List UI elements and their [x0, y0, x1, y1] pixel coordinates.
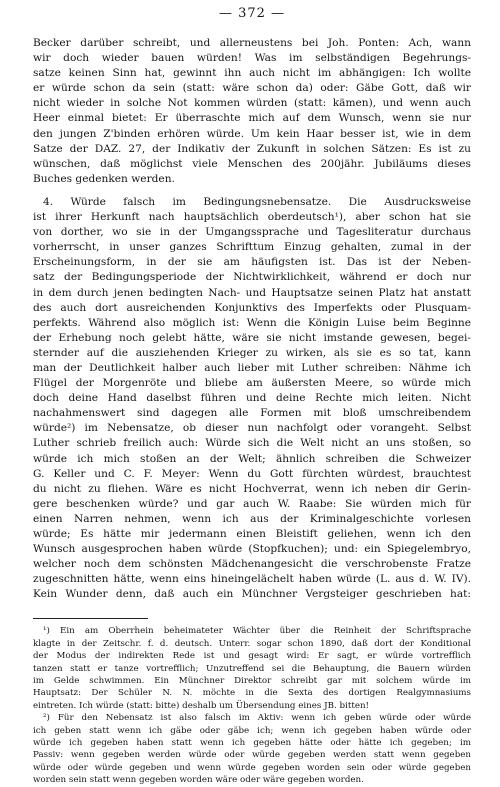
footnote-line: ²) Für den Nebensatz ist also falsch im Aktiv: wenn ich geben würde oder würde [43, 713, 471, 724]
text-line: welcher noch dem schönsten Mädchenangesicht die verschrobenste Fratze [33, 558, 471, 571]
text-line: nicht wieder in solche Not kommen würden (statt: kämen), und wenn auch [33, 97, 471, 110]
page-number: — 372 — [218, 6, 286, 21]
text-line: doch deine Hand daselbst führen und deine Rechte mich leiten. Nicht [33, 392, 471, 405]
text-line: der Erhebung noch gelebt hätte, wäre sie nicht imstande gewesen, begei- [33, 331, 471, 344]
text-line: Satze der DAZ. 27, der Indikativ der Zukunft in solchen Sätzen: Es ist zu [33, 142, 471, 155]
text-line: Buches gedenken werden. [33, 172, 175, 185]
footnote-line: ¹) Ein am Oberrhein beheimateter Wächter über die Reinheit der Schriftsprache [43, 626, 471, 637]
footnote-1 [33, 625, 471, 712]
text-line: würde ich mich stoßen an der Welt; ähnlich schreiben die Schweizer [33, 452, 471, 465]
footnote-divider [33, 618, 148, 619]
text-line: man der Deutlichkeit halber auch lieber mit Luther schreiben: Nähme ich [33, 361, 471, 374]
text-line: satz der Bedingungsperiode der Nichtwirklichkeit, während er doch nur [33, 271, 471, 284]
text-line: würde²) im Nebensatze, ob dieser nun nachfolgt oder vorangeht. Selbst [33, 422, 471, 435]
text-line: satze keinen Sinn hat, gewinnt ihn auch nicht im abhängigen: Ich wollte [33, 67, 471, 80]
footnote-line: würde oder würde gegeben und wenn würde gegeben worden sein oder würde gegeben [33, 762, 471, 773]
footnote-line: ich geben statt wenn ich gäbe oder gäbe ich; wenn ich gegeben haben würde oder [33, 725, 471, 736]
text-line: würde; Es hätte mir jedermann einen Bleistift geliehen, wenn ich den [33, 528, 471, 540]
footnote-line: Passiv: wenn gegeben werden würde oder würde gegeben werden statt wenn gegeben [33, 750, 471, 761]
text-line: ist ihrer Herkunft nach hauptsächlich oberdeutsch¹), aber schon hat sie [33, 211, 471, 224]
text-line: Becker darüber schreibt, und allerneustens bei Joh. Ponten: Ach, wann [33, 37, 471, 49]
footnote-line: klagte in der Zeitschr. f. d. deutsch. Unterr. sogar schon 1890, daß dort der Konditional [33, 638, 471, 649]
footnote-line: eintreten. Ich würde (statt: bitte) deshalb um Übersendung eines JB. bitten! [33, 700, 370, 711]
text-line: des auch dort ausreichenden Konjunktivs des Imperfekts oder Plusquam- [33, 301, 471, 314]
footnote-line: würde ich gegeben haben statt wenn ich gegeben hätte oder hätte ich gegeben; im [33, 737, 471, 748]
text-line: er würde schon da sein (statt: wäre schon da) oder: Gäbe Gott, daß wir [33, 82, 471, 95]
text-line: in dem durch jenen bedingten Nach- und Hauptsatze seinen Platz hat anstatt [33, 286, 471, 299]
footnote-line: worden sein statt wenn gegeben worden wäre oder wäre gegeben worden. [33, 775, 364, 786]
text-line: den jungen Z'binden erhören würde. Um kein Haar besser ist, wie in dem [33, 127, 471, 140]
main-text [33, 36, 471, 602]
footnote-line: im Gelde schwimmen. Ein Münchner Direktor schreibt gar mit solchem würde im [33, 676, 471, 687]
text-line: Heer einmal bietet: Er überraschte mich auf dem Wunsch, wenn sie nur [33, 112, 471, 125]
text-line: Kein Wunder denn, daß auch ein Münchner Vergsteiger geschrieben hat: [33, 588, 471, 601]
section-heading-line: 4. Würde falsch im Bedingungsnebensatze. Die Ausdrucksweise [43, 195, 471, 208]
paragraph-2 [33, 195, 471, 603]
text-line: sternder auf die ausziehenden Krieger zu wirken, als sie es so tat, kann [33, 346, 471, 359]
text-line: perfekts. Während also möglich ist: Wenn die Königin Luise beim Beginne [33, 316, 471, 329]
footnote-line: Hauptsatz: Der Schüler N. N. möchte in die Sexta des dortigen Realgymnasiums [33, 688, 471, 699]
text-line: Luther schrieb freilich auch: Würde sich die Welt nicht an uns stoßen, so [33, 437, 471, 450]
text-line: Flügel der Morgenröte und bliebe am äußersten Meere, so würde mich [33, 377, 471, 390]
text-line: wir doch wieder bauen würden! Was im selbständigen Begehrungs- [33, 52, 471, 65]
paragraph-1 [33, 36, 471, 187]
text-line: Erscheinungsform, in der sie am häufigsten ist. Das ist der Neben- [33, 256, 471, 269]
text-line: zugeschnitten hätte, wenn eins hineingelächelt haben würde (L. aus d. W. IV). [33, 573, 471, 586]
text-line: gere beschenken würde? und gar auch W. Raabe: Sie würden mich für [33, 497, 471, 510]
text-line: nachahmenswert sind dagegen alle Formen mit bloß umschreibendem [33, 407, 471, 420]
text-line: wünschen, daß möglichst viele Menschen des 200jähr. Jubiläums dieses [33, 157, 471, 170]
footnotes [33, 625, 471, 786]
text-line: einen Narren nehmen, wenn ich aus der Kriminalgeschichte vorlesen [33, 512, 471, 525]
footnote-line: tanzen statt er tanze vortrefflich; Unzutreffend sei die Behauptung, die Bauern würden [33, 663, 471, 674]
text-line: du nicht zu fliehen. Wäre es nicht Hochverrat, wenn ich neben dir Gerin- [33, 482, 471, 495]
footnote-line: der Modus der indirekten Rede ist und gesagt wird: Er sagt, er würde vortrefflich [33, 651, 471, 662]
text-line: vorherrscht, in unser ganzes Schrifttum Einzug gehalten, zumal in der [33, 241, 471, 254]
text-line: von dorther, wo sie in der Umgangssprache und Tagesliteratur durchaus [33, 226, 471, 239]
text-line: Wunsch ausgesprochen haben würde (Stopfkuchen); und: ein Spiegelembryo, [33, 543, 471, 556]
footnote-2 [33, 712, 471, 786]
text-line: G. Keller und C. F. Meyer: Wenn du Gott fürchten würdest, brauchtest [33, 467, 471, 480]
